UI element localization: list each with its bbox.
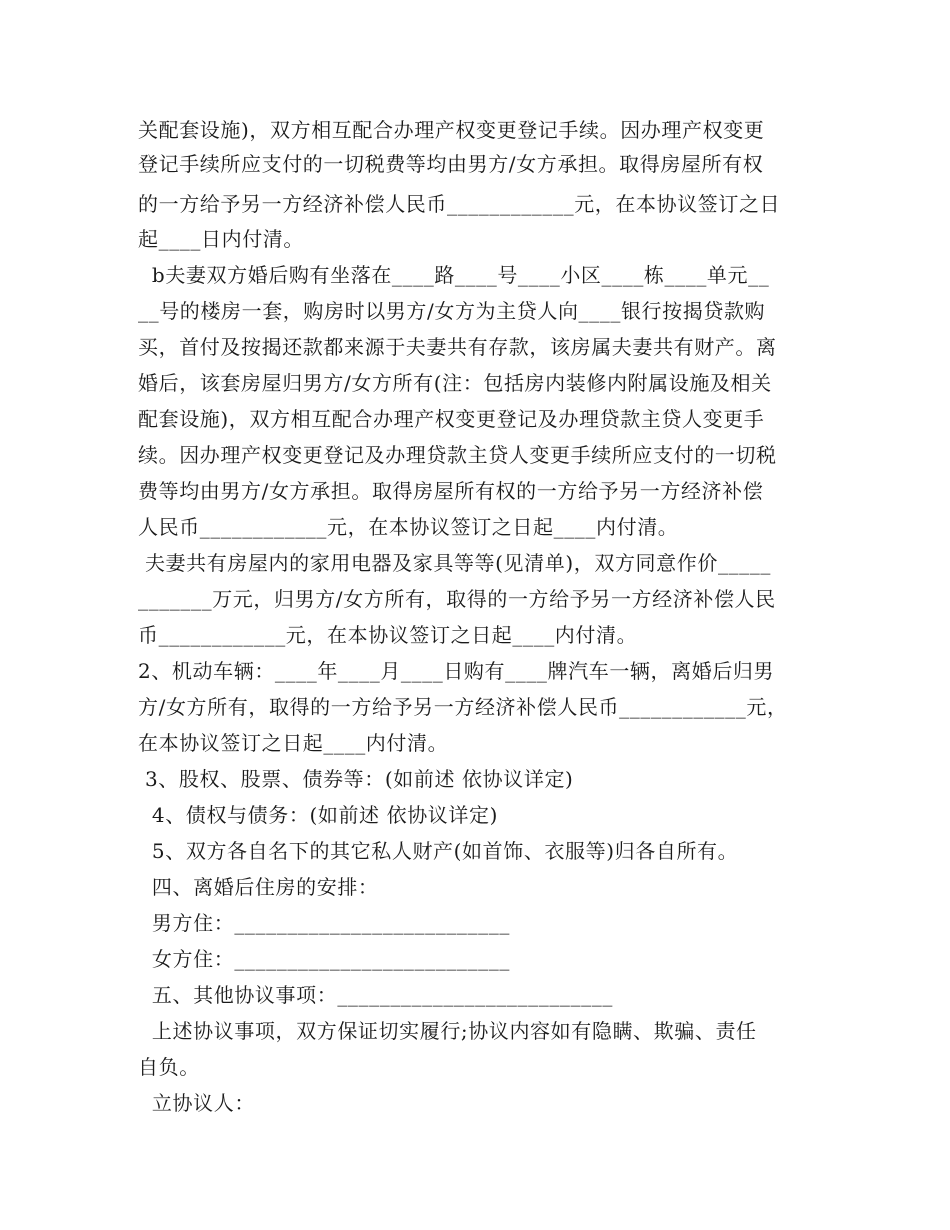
text-line: b夫妻双方婚后购有坐落在____路____号____小区____栋____单元__ xyxy=(138,263,770,287)
text-line: 4、债权与债务：(如前述 依协议详定) xyxy=(138,803,499,827)
section-heading: 四、离婚后住房的安排： xyxy=(138,875,379,899)
text-line: 方/女方所有，取得的一方给予另一方经济补偿人民币____________元， xyxy=(138,695,788,719)
text-line: 自负。 xyxy=(138,1055,200,1079)
text-line: 2、机动车辆：____年____月____日购有____牌汽车一辆，离婚后归男 xyxy=(138,659,775,683)
text-line: 人民币____________元，在本协议签订之日起____内付清。 xyxy=(138,515,679,539)
text-line: 关配套设施)，双方相互配合办理产权变更登记手续。因办理产权变更 xyxy=(138,118,765,142)
text-line: 起____日内付清。 xyxy=(138,227,304,251)
text-line: _______万元，归男方/女方所有，取得的一方给予另一方经济补偿人民 xyxy=(138,587,776,611)
text-line: 续。因办理产权变更登记及办理贷款主贷人变更手续所应支付的一切税 xyxy=(138,443,777,467)
other-matters-line: 五、其他协议事项：__________________________ xyxy=(138,983,613,1007)
text-line: 登记手续所应支付的一切税费等均由男方/女方承担。取得房屋所有权 xyxy=(138,152,764,176)
text-line: 配套设施)，双方相互配合办理产权变更登记及办理贷款主贷人变更手 xyxy=(138,407,765,431)
text-line: 上述协议事项，双方保证切实履行;协议内容如有隐瞒、欺骗、责任 xyxy=(138,1019,757,1043)
wife-housing-line: 女方住：__________________________ xyxy=(138,947,510,971)
text-line: 3、股权、股票、债券等：(如前述 依协议详定) xyxy=(138,767,574,791)
text-line: 的一方给予另一方经济补偿人民币____________元，在本协议签订之日 xyxy=(138,192,781,216)
text-line: 夫妻共有房屋内的家用电器及家具等等(见清单)，双方同意作价_____ xyxy=(138,551,771,575)
text-line: 5、双方各自名下的其它私人财产(如首饰、衣服等)归各自所有。 xyxy=(138,839,739,863)
text-line: 买，首付及按揭还款都来源于夫妻共有存款，该房属夫妻共有财产。离 xyxy=(138,335,777,359)
text-line: 费等均由男方/女方承担。取得房屋所有权的一方给予另一方经济补偿 xyxy=(138,479,764,503)
husband-housing-line: 男方住：__________________________ xyxy=(138,911,510,935)
text-line: 币____________元，在本协议签订之日起____内付清。 xyxy=(138,623,638,647)
text-line: 婚后，该套房屋归男方/女方所有(注：包括房内装修内附属设施及相关 xyxy=(138,371,772,395)
signatory-label: 立协议人： xyxy=(138,1091,255,1115)
text-line: 在本协议签订之日起____内付清。 xyxy=(138,731,449,755)
text-line: __号的楼房一套，购房时以男方/女方为主贷人向____银行按揭贷款购 xyxy=(138,299,766,323)
